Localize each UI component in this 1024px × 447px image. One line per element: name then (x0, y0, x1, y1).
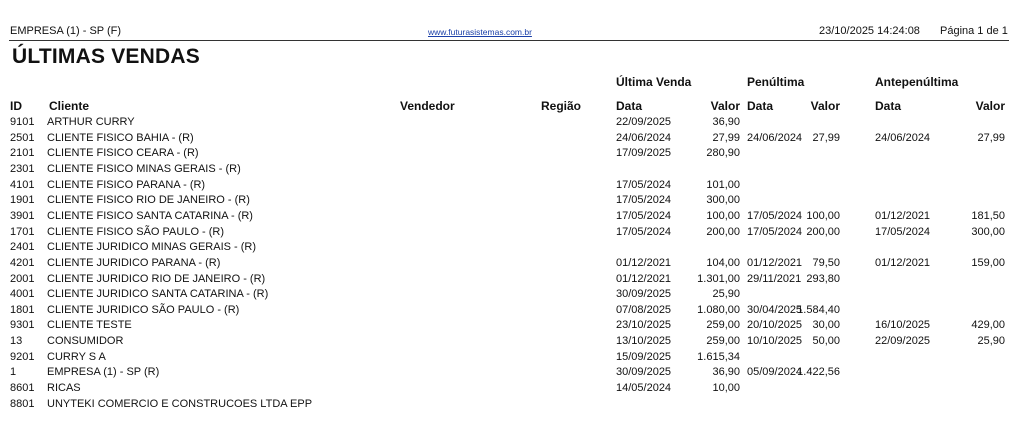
row-second-date: 17/05/2024 (747, 225, 803, 238)
table-row[interactable] (0, 162, 1024, 178)
row-third-value: 25,90 (977, 335, 1005, 348)
col-date-2: Data (747, 99, 774, 113)
row-third-date: 16/10/2025 (875, 319, 931, 332)
row-client: CLIENTE FISICO CEARA - (R) (47, 147, 199, 160)
col-seller: Vendedor (400, 99, 455, 113)
row-id: 4101 (10, 178, 35, 191)
row-client: CLIENTE FISICO RIO DE JANEIRO - (R) (47, 194, 250, 207)
row-id: 3901 (10, 209, 35, 222)
row-last-date: 01/12/2021 (616, 272, 672, 285)
row-id: 2001 (10, 272, 35, 285)
row-last-value: 101,00 (706, 178, 740, 191)
col-date-1: Data (616, 99, 643, 113)
row-last-date: 23/10/2025 (616, 319, 672, 332)
table-row[interactable] (0, 193, 1024, 209)
row-last-date: 07/08/2025 (616, 303, 672, 316)
row-second-value: 30,00 (812, 319, 840, 332)
row-second-value: 1.422,56 (797, 366, 840, 379)
row-client: CLIENTE JURIDICO MINAS GERAIS - (R) (47, 241, 257, 254)
row-client: CLIENTE FISICO SANTA CATARINA - (R) (47, 209, 253, 222)
row-last-date: 17/05/2024 (616, 225, 672, 238)
row-last-value: 1.080,00 (697, 303, 740, 316)
row-last-value: 27,99 (712, 131, 740, 144)
row-last-date: 17/05/2024 (616, 178, 672, 191)
row-id: 2501 (10, 131, 35, 144)
row-id: 1901 (10, 194, 35, 207)
row-third-date: 24/06/2024 (875, 131, 931, 144)
row-last-value: 10,00 (712, 382, 740, 395)
table-row[interactable] (0, 381, 1024, 397)
page-number: Página 1 de 1 (940, 25, 1008, 37)
row-second-value: 200,00 (806, 225, 840, 238)
row-client: CLIENTE TESTE (47, 319, 132, 332)
table-row[interactable] (0, 131, 1024, 147)
row-last-date: 01/12/2021 (616, 256, 672, 269)
row-id: 1701 (10, 225, 35, 238)
row-client: RICAS (47, 382, 81, 395)
row-second-value: 293,80 (806, 272, 840, 285)
row-client: CLIENTE JURIDICO SÃO PAULO - (R) (47, 303, 240, 316)
row-client: CONSUMIDOR (47, 335, 124, 348)
row-last-date: 30/09/2025 (616, 366, 672, 379)
table-row[interactable] (0, 225, 1024, 241)
col-value-2: Valor (810, 99, 840, 113)
company-name: EMPRESA (1) - SP (F) (10, 25, 122, 37)
row-last-value: 259,00 (706, 319, 740, 332)
row-id: 8601 (10, 382, 35, 395)
report-title: ÚLTIMAS VENDAS (12, 45, 200, 68)
col-value-3: Valor (975, 99, 1005, 113)
table-row[interactable] (0, 365, 1024, 381)
col-client: Cliente (49, 99, 90, 113)
row-third-value: 27,99 (977, 131, 1005, 144)
row-last-value: 25,90 (712, 288, 740, 301)
row-last-value: 1.615,34 (697, 350, 740, 363)
row-third-date: 17/05/2024 (875, 225, 931, 238)
col-date-3: Data (875, 99, 902, 113)
row-id: 9301 (10, 319, 35, 332)
table-row[interactable] (0, 397, 1024, 413)
row-third-date: 22/09/2025 (875, 335, 931, 348)
row-last-date: 13/10/2025 (616, 335, 672, 348)
row-id: 1 (10, 366, 17, 379)
table-row[interactable] (0, 256, 1024, 272)
row-third-value: 181,50 (971, 209, 1005, 222)
table-row[interactable] (0, 272, 1024, 288)
row-last-value: 259,00 (706, 335, 740, 348)
row-client: UNYTEKI COMERCIO E CONSTRUCOES LTDA EPP (47, 397, 313, 410)
row-second-date: 30/04/2025 (747, 303, 803, 316)
row-client: CLIENTE JURIDICO RIO DE JANEIRO - (R) (47, 272, 266, 285)
row-last-date: 17/09/2025 (616, 147, 672, 160)
row-second-value: 100,00 (806, 209, 840, 222)
website-link[interactable]: www.futurasistemas.com.br (428, 27, 532, 37)
row-second-date: 01/12/2021 (747, 256, 803, 269)
row-last-date: 30/09/2025 (616, 288, 672, 301)
table-row[interactable] (0, 240, 1024, 256)
group-last-sale: Última Venda (616, 75, 692, 89)
row-id: 8801 (10, 397, 35, 410)
col-region: Região (541, 99, 582, 113)
row-third-value: 300,00 (971, 225, 1005, 238)
row-last-date: 22/09/2025 (616, 116, 672, 128)
row-second-date: 17/05/2024 (747, 209, 803, 222)
row-id: 9101 (10, 116, 35, 128)
row-last-value: 300,00 (706, 194, 740, 207)
group-second-last: Penúltima (747, 75, 805, 89)
row-id: 4001 (10, 288, 35, 301)
row-last-value: 36,90 (712, 366, 740, 379)
group-third-last: Antepenúltima (875, 75, 959, 89)
row-last-value: 280,90 (706, 147, 740, 160)
row-second-date: 29/11/2021 (747, 272, 802, 285)
row-second-date: 10/10/2025 (747, 335, 803, 348)
row-id: 9201 (10, 350, 35, 363)
row-id: 1801 (10, 303, 35, 316)
table-row[interactable] (0, 287, 1024, 303)
row-second-value: 1.584,40 (797, 303, 840, 316)
print-datetime: 23/10/2025 14:24:08 (819, 25, 920, 37)
row-client: EMPRESA (1) - SP (R) (47, 366, 160, 379)
table-row[interactable] (0, 318, 1024, 334)
row-second-value: 27,99 (812, 131, 840, 144)
row-second-value: 50,00 (812, 335, 840, 348)
row-third-date: 01/12/2021 (875, 209, 931, 222)
row-last-date: 17/05/2024 (616, 194, 672, 207)
row-client: CLIENTE FISICO MINAS GERAIS - (R) (47, 162, 241, 175)
row-last-date: 17/05/2024 (616, 209, 672, 222)
row-client: ARTHUR CURRY (47, 116, 135, 128)
row-id: 2301 (10, 162, 35, 175)
table-row[interactable] (0, 115, 1024, 131)
row-client: CLIENTE FISICO BAHIA - (R) (47, 131, 194, 144)
row-last-date: 15/09/2025 (616, 350, 672, 363)
table-row[interactable] (0, 303, 1024, 319)
row-id: 2401 (10, 241, 35, 254)
row-client: CLIENTE JURIDICO SANTA CATARINA - (R) (47, 288, 269, 301)
row-second-date: 20/10/2025 (747, 319, 803, 332)
table-row[interactable] (0, 146, 1024, 162)
col-value-1: Valor (710, 99, 740, 113)
row-last-value: 104,00 (706, 256, 740, 269)
row-client: CLIENTE JURIDICO PARANA - (R) (47, 256, 221, 269)
row-third-value: 429,00 (971, 319, 1005, 332)
row-id: 4201 (10, 256, 35, 269)
header-divider (9, 40, 1009, 41)
row-second-value: 79,50 (812, 256, 840, 269)
table-row[interactable] (0, 178, 1024, 194)
col-id: ID (10, 99, 22, 113)
row-id: 13 (10, 335, 23, 348)
row-last-date: 14/05/2024 (616, 382, 672, 395)
table-row[interactable] (0, 350, 1024, 366)
row-second-date: 24/06/2024 (747, 131, 803, 144)
table-row[interactable] (0, 334, 1024, 350)
row-third-date: 01/12/2021 (875, 256, 931, 269)
row-last-date: 24/06/2024 (616, 131, 672, 144)
row-client: CLIENTE FISICO PARANA - (R) (47, 178, 206, 191)
row-second-date: 05/09/2024 (747, 366, 803, 379)
row-client: CLIENTE FISICO SÃO PAULO - (R) (47, 225, 225, 238)
row-last-value: 1.301,00 (697, 272, 740, 285)
row-id: 2101 (10, 147, 35, 160)
row-client: CURRY S A (47, 350, 106, 363)
table-row[interactable] (0, 209, 1024, 225)
row-last-value: 200,00 (706, 225, 740, 238)
row-last-value: 100,00 (706, 209, 740, 222)
row-third-value: 159,00 (971, 256, 1005, 269)
row-last-value: 36,90 (712, 116, 740, 128)
